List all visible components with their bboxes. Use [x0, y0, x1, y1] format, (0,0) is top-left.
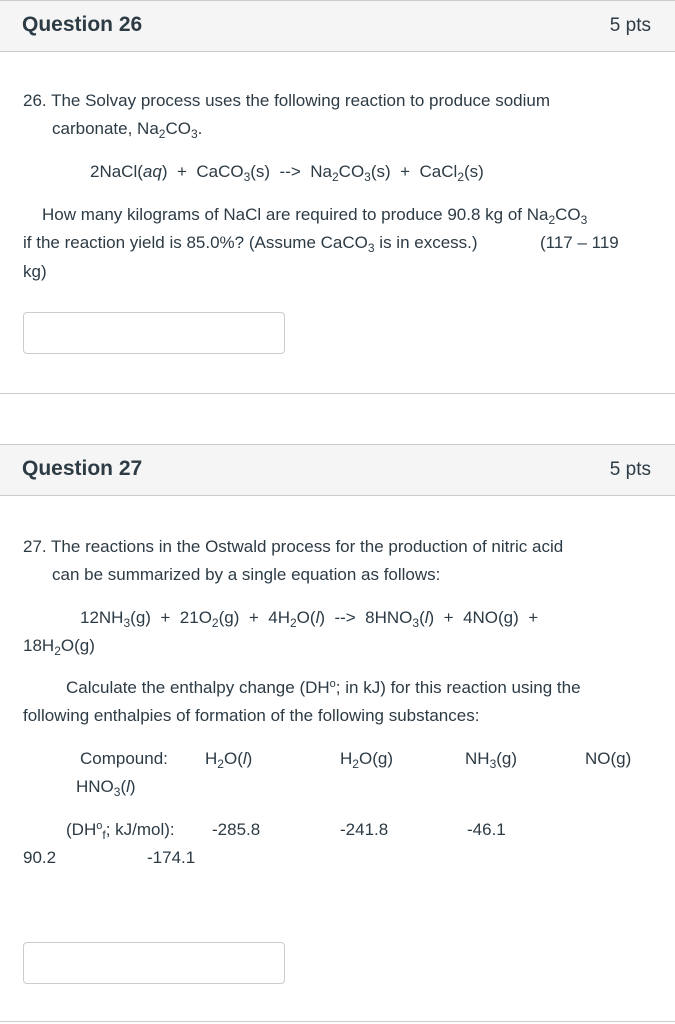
q27-text-line1: 27. The reactions in the Ostwald process for the production of nitric acid: [23, 537, 564, 556]
compound-no: NO(g): [585, 749, 632, 768]
question-26-header: [0, 0, 675, 52]
q26-answer-range: (117 – 119: [540, 233, 619, 252]
q26-question-line1: How many kilograms of NaCl are required to produce 90.8 kg of $Na_2CO_3$: [42, 205, 588, 227]
compound-hno3: $HNO_3(l)$: [76, 777, 136, 799]
q27-answer-input[interactable]: [23, 942, 285, 984]
q26-answer-input[interactable]: [23, 312, 285, 354]
q27-calc-line2: following enthalpies of formation of the following substances:: [23, 706, 480, 725]
question-27-title: Question 27: [22, 457, 143, 480]
enthalpy-hno3: -174.1: [147, 848, 196, 867]
enthalpy-h2o-gas: -241.8: [340, 820, 389, 839]
enthalpy-h2o-liquid: -285.8: [212, 820, 261, 839]
q26-text-line2: carbonate, $Na_2CO_3$.: [52, 119, 203, 141]
question-26-points: 5 pts: [609, 15, 651, 36]
compound-label: Compound:: [80, 749, 168, 768]
q27-text-line2: can be summarized by a single equation as follows:: [52, 565, 441, 584]
enthalpy-nh3: -46.1: [467, 820, 506, 839]
q26-bottom-divider: [0, 393, 675, 394]
question-27-points: 5 pts: [609, 459, 651, 480]
q27-calc-line1: Calculate the enthalpy change ($DH^o$; in kJ) for this reaction using the: [66, 678, 581, 697]
q27-bottom-divider: [0, 1021, 675, 1022]
q26-reaction-equation: 2NaCl(aq) + CaCO$_3$(s) --> $Na_2CO_3(s)$ + CaCl$_2$(s): [90, 162, 484, 184]
q27-reaction-equation: $12NH_3(g) + 21O_2(g) + 4H_2O(l)$ --> $8HNO_3(l) + 4NO(g)$ +: [80, 608, 539, 630]
question-26-title: Question 26: [22, 13, 143, 36]
compound-h2o-gas: $H_2O(g)$: [340, 749, 393, 771]
compound-h2o-liquid: $H_2O(l)$: [205, 749, 253, 771]
enthalpy-label: ($DH^o_f$; kJ/mol):: [66, 820, 175, 842]
q27-reaction-equation-cont: $18H_2O(g)$: [23, 636, 95, 658]
question-27-header: [0, 444, 675, 496]
q26-question-line3: kg): [23, 262, 47, 281]
q26-question-line2: if the reaction yield is 85.0%? (Assume CaCO$_3$ is in excess.): [23, 233, 478, 255]
enthalpy-no: 90.2: [23, 848, 57, 867]
q26-text-line1: 26. The Solvay process uses the following reaction to produce sodium: [23, 91, 550, 110]
compound-nh3: $NH_3(g)$: [465, 749, 518, 771]
